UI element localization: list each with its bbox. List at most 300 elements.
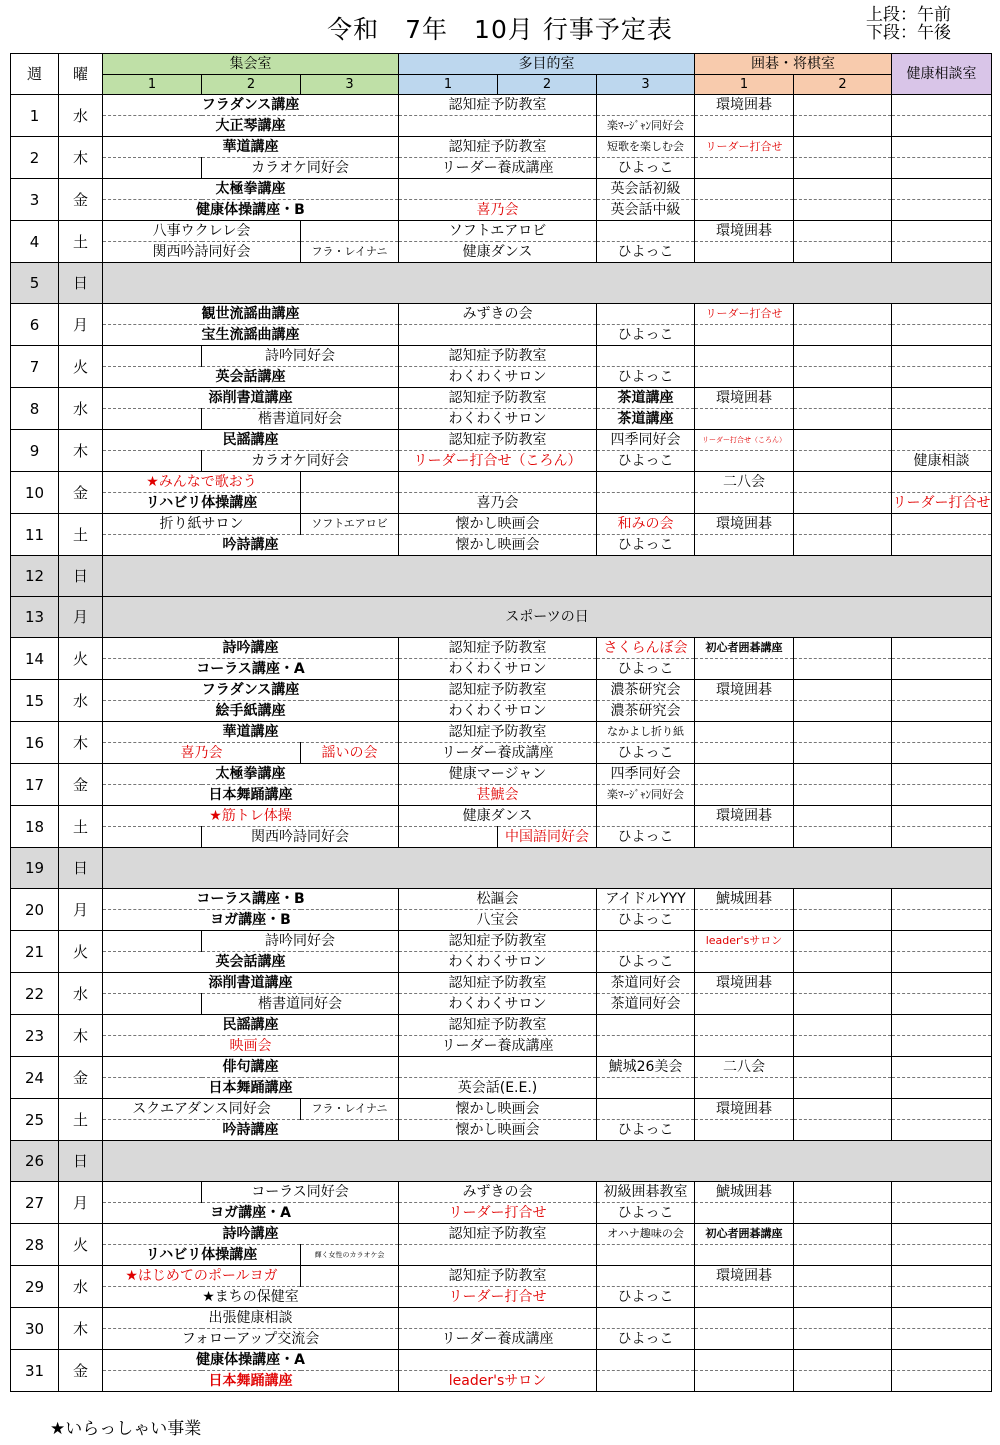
empty-cell [695, 743, 794, 764]
week-number: 25 [11, 1099, 59, 1141]
weekday: 水 [59, 680, 103, 722]
empty-cell [892, 430, 992, 451]
event-cell: 太極拳講座 [103, 764, 399, 785]
empty-cell [892, 1287, 992, 1308]
empty-cell [103, 451, 202, 472]
empty-cell [892, 346, 992, 367]
empty-cell [892, 137, 992, 158]
event-cell: ひよっこ [597, 743, 695, 764]
empty-cell [695, 785, 794, 806]
week-number: 12 [11, 556, 59, 597]
event-cell: 映画会 [103, 1036, 399, 1057]
empty-cell [794, 659, 892, 680]
empty-cell [103, 1182, 202, 1203]
week-number: 5 [11, 263, 59, 304]
empty-cell [794, 200, 892, 221]
holiday-row [103, 848, 992, 889]
weekday: 月 [59, 1182, 103, 1224]
empty-cell [597, 493, 695, 514]
event-cell: 茶道講座 [597, 409, 695, 430]
empty-cell [794, 889, 892, 910]
empty-cell [794, 179, 892, 200]
event-cell: ★はじめてのポールヨガ [103, 1266, 301, 1287]
empty-cell [695, 1078, 794, 1099]
weekday: 土 [59, 1099, 103, 1141]
empty-cell [695, 346, 794, 367]
event-cell: 詩吟同好会 [202, 346, 399, 367]
event-cell: 関西吟詩同好会 [103, 242, 301, 263]
empty-cell [695, 1350, 794, 1371]
event-cell: リーダー養成講座 [399, 158, 597, 179]
empty-cell [892, 409, 992, 430]
event-cell: リーダー養成講座 [399, 1329, 597, 1350]
event-cell: 日本舞踊講座 [103, 785, 399, 806]
empty-cell [794, 388, 892, 409]
event-cell: 初級囲碁教室 [597, 1182, 695, 1203]
holiday-row [103, 556, 992, 597]
event-cell: 鯱城囲碁 [695, 1182, 794, 1203]
empty-cell [794, 1350, 892, 1371]
empty-cell [794, 1099, 892, 1120]
event-cell: リーダー打合せ [892, 493, 992, 514]
event-cell: ヨガ講座・A [103, 1203, 399, 1224]
empty-cell [103, 994, 202, 1015]
event-cell: オハナ趣味の会 [597, 1224, 695, 1245]
event-cell: 日本舞踊講座 [103, 1371, 399, 1392]
event-cell: コーラス同好会 [202, 1182, 399, 1203]
empty-cell [892, 764, 992, 785]
empty-cell [597, 931, 695, 952]
week-number: 30 [11, 1308, 59, 1350]
week-number: 20 [11, 889, 59, 931]
week-number: 24 [11, 1057, 59, 1099]
weekday: 月 [59, 889, 103, 931]
empty-cell [892, 179, 992, 200]
weekday: 土 [59, 806, 103, 848]
event-cell: 認知症予防教室 [399, 95, 597, 116]
empty-cell [794, 1329, 892, 1350]
event-cell: リーダー打合せ [399, 1203, 597, 1224]
empty-cell [892, 910, 992, 931]
empty-cell [695, 764, 794, 785]
empty-cell [794, 827, 892, 848]
empty-cell [399, 325, 597, 346]
weekday: 水 [59, 973, 103, 1015]
empty-cell [399, 1245, 597, 1266]
weekday: 木 [59, 430, 103, 472]
subcol-shukai-2: 2 [202, 75, 301, 95]
empty-cell [597, 806, 695, 827]
event-cell: 環境囲碁 [695, 388, 794, 409]
weekday: 木 [59, 1015, 103, 1057]
event-cell: わくわくサロン [399, 952, 597, 973]
event-cell: 松謳会 [399, 889, 597, 910]
empty-cell [794, 764, 892, 785]
event-cell: 認知症予防教室 [399, 430, 597, 451]
event-cell: リーダー養成講座 [399, 1036, 597, 1057]
empty-cell [892, 1308, 992, 1329]
event-cell: 絵手紙講座 [103, 701, 399, 722]
header-igo: 囲碁・将棋室 [695, 54, 892, 75]
empty-cell [695, 325, 794, 346]
empty-cell [597, 472, 695, 493]
empty-cell [794, 806, 892, 827]
subcol-shukai-3: 3 [301, 75, 399, 95]
event-cell: 謡いの会 [301, 743, 399, 764]
empty-cell [301, 493, 399, 514]
empty-cell [892, 659, 992, 680]
empty-cell [399, 1057, 597, 1078]
empty-cell [892, 1350, 992, 1371]
event-cell: 民謡講座 [103, 1015, 399, 1036]
event-cell: 茶道同好会 [597, 994, 695, 1015]
event-cell: アイドルYYY [597, 889, 695, 910]
event-cell: リハビリ体操講座 [103, 493, 301, 514]
event-cell: 日本舞踊講座 [103, 1078, 399, 1099]
event-cell: わくわくサロン [399, 994, 597, 1015]
event-cell: 初心者囲碁講座 [695, 1224, 794, 1245]
event-cell: 環境囲碁 [695, 514, 794, 535]
event-cell: 環境囲碁 [695, 1099, 794, 1120]
footer-note: ★いらっしゃい事業 [50, 1419, 202, 1439]
event-cell: ひよっこ [597, 659, 695, 680]
event-cell: フラ・レイナニ [301, 242, 399, 263]
empty-cell [794, 409, 892, 430]
event-cell: 吟詩講座 [103, 535, 399, 556]
empty-cell [695, 1287, 794, 1308]
subcol-tamokuteki-1: 1 [399, 75, 498, 95]
empty-cell [794, 158, 892, 179]
empty-cell [597, 1350, 695, 1371]
week-number: 22 [11, 973, 59, 1015]
weekday: 金 [59, 179, 103, 221]
event-cell: ひよっこ [597, 1203, 695, 1224]
week-number: 8 [11, 388, 59, 430]
empty-cell [892, 1036, 992, 1057]
event-cell: リーダー養成講座 [399, 743, 597, 764]
week-number: 4 [11, 221, 59, 263]
event-cell: 楷書道同好会 [202, 409, 399, 430]
event-cell: 甚鯱会 [399, 785, 597, 806]
empty-cell [695, 910, 794, 931]
event-cell: 認知症予防教室 [399, 973, 597, 994]
event-cell: 健康体操講座・A [103, 1350, 399, 1371]
event-cell: ひよっこ [597, 158, 695, 179]
event-cell: 二八会 [695, 472, 794, 493]
week-number: 19 [11, 848, 59, 889]
event-cell: 認知症予防教室 [399, 137, 597, 158]
empty-cell [794, 367, 892, 388]
event-cell: 輝く女性のカラオケ会 [301, 1245, 399, 1266]
week-number: 21 [11, 931, 59, 973]
weekday: 木 [59, 1308, 103, 1350]
week-number: 18 [11, 806, 59, 848]
empty-cell [794, 1015, 892, 1036]
event-cell: 英会話講座 [103, 952, 399, 973]
week-number: 15 [11, 680, 59, 722]
event-cell: 喜乃会 [399, 200, 597, 221]
empty-cell [399, 116, 597, 137]
empty-cell [892, 785, 992, 806]
empty-cell [892, 472, 992, 493]
empty-cell [794, 451, 892, 472]
event-cell: わくわくサロン [399, 701, 597, 722]
week-number: 9 [11, 430, 59, 472]
event-cell: ひよっこ [597, 451, 695, 472]
schedule-table [10, 53, 992, 1392]
empty-cell [695, 952, 794, 973]
empty-cell [794, 1078, 892, 1099]
empty-cell [794, 680, 892, 701]
empty-cell [597, 1036, 695, 1057]
empty-cell [695, 200, 794, 221]
event-cell: リーダー打合せ [695, 304, 794, 325]
event-cell: 八事ウクレレ会 [103, 221, 301, 242]
empty-cell [103, 346, 202, 367]
event-cell: 英会話(E.E.) [399, 1078, 597, 1099]
event-cell: ひよっこ [597, 367, 695, 388]
event-cell: 懐かし映画会 [399, 514, 597, 535]
empty-cell [892, 973, 992, 994]
event-cell: 健康相談 [892, 451, 992, 472]
empty-cell [892, 994, 992, 1015]
event-cell: ソフトエアロビ [301, 514, 399, 535]
event-cell: 濃茶研究会 [597, 680, 695, 701]
empty-cell [892, 1078, 992, 1099]
event-cell: 楷書道同好会 [202, 994, 399, 1015]
event-cell: フォローアップ交流会 [103, 1329, 399, 1350]
empty-cell [892, 116, 992, 137]
event-cell: 観世流謡曲講座 [103, 304, 399, 325]
empty-cell [695, 409, 794, 430]
empty-cell [695, 722, 794, 743]
event-cell: ひよっこ [597, 827, 695, 848]
header-kenko: 健康相談室 [892, 54, 992, 95]
empty-cell [597, 1266, 695, 1287]
event-cell: 喜乃会 [399, 493, 597, 514]
header-week: 週 [11, 54, 59, 95]
weekday: 月 [59, 304, 103, 346]
event-cell: ひよっこ [597, 1287, 695, 1308]
event-cell: 茶道同好会 [597, 973, 695, 994]
empty-cell [892, 221, 992, 242]
empty-cell [794, 743, 892, 764]
week-number: 28 [11, 1224, 59, 1266]
event-cell: 短歌を楽しむ会 [597, 137, 695, 158]
event-cell: 折り紙サロン [103, 514, 301, 535]
week-number: 1 [11, 95, 59, 137]
weekday: 木 [59, 722, 103, 764]
event-cell: リハビリ体操講座 [103, 1245, 301, 1266]
event-cell: 英会話中級 [597, 200, 695, 221]
empty-cell [399, 1308, 597, 1329]
empty-cell [892, 1120, 992, 1141]
event-cell: 詩吟講座 [103, 1224, 399, 1245]
empty-cell [892, 158, 992, 179]
empty-cell [695, 1203, 794, 1224]
weekday: 木 [59, 137, 103, 179]
empty-cell [695, 535, 794, 556]
empty-cell [794, 221, 892, 242]
holiday-row [103, 263, 992, 304]
empty-cell [695, 1371, 794, 1392]
event-cell: 認知症予防教室 [399, 1015, 597, 1036]
event-cell: 鯱城26美会 [597, 1057, 695, 1078]
event-cell: 環境囲碁 [695, 806, 794, 827]
event-cell: フラダンス講座 [103, 680, 399, 701]
event-cell: 添削書道講座 [103, 973, 399, 994]
empty-cell [695, 493, 794, 514]
empty-cell [695, 451, 794, 472]
event-cell: 認知症予防教室 [399, 388, 597, 409]
week-number: 6 [11, 304, 59, 346]
empty-cell [794, 472, 892, 493]
event-cell: ★みんなで歌おう [103, 472, 301, 493]
empty-cell [794, 1266, 892, 1287]
weekday: 土 [59, 221, 103, 263]
empty-cell [695, 1329, 794, 1350]
event-cell: コーラス講座・A [103, 659, 399, 680]
week-number: 14 [11, 638, 59, 680]
weekday: 金 [59, 1057, 103, 1099]
weekday: 火 [59, 931, 103, 973]
event-cell: 鯱城囲碁 [695, 889, 794, 910]
empty-cell [892, 638, 992, 659]
empty-cell [892, 701, 992, 722]
event-cell: ★筋トレ体操 [103, 806, 399, 827]
header-tamokuteki: 多目的室 [399, 54, 695, 75]
event-cell: ひよっこ [597, 952, 695, 973]
empty-cell [597, 1371, 695, 1392]
empty-cell [794, 910, 892, 931]
empty-cell [892, 743, 992, 764]
event-cell: スクエアダンス同好会 [103, 1099, 301, 1120]
empty-cell [794, 346, 892, 367]
event-cell: 喜乃会 [103, 743, 301, 764]
empty-cell [597, 1099, 695, 1120]
event-cell: ひよっこ [597, 325, 695, 346]
empty-cell [695, 179, 794, 200]
subcol-igo-1: 1 [695, 75, 794, 95]
week-number: 31 [11, 1350, 59, 1392]
event-cell: 四季同好会 [597, 764, 695, 785]
event-cell: 民謡講座 [103, 430, 399, 451]
empty-cell [794, 638, 892, 659]
subcol-igo-2: 2 [794, 75, 892, 95]
empty-cell [892, 95, 992, 116]
empty-cell [892, 1224, 992, 1245]
event-cell: 健康体操講座・B [103, 200, 399, 221]
empty-cell [794, 535, 892, 556]
event-cell: 英会話講座 [103, 367, 399, 388]
empty-cell [892, 514, 992, 535]
event-cell: 大正琴講座 [103, 116, 399, 137]
event-cell: 楽ﾏｰｼﾞｬﾝ同好会 [597, 785, 695, 806]
empty-cell [695, 1245, 794, 1266]
empty-cell [794, 1203, 892, 1224]
empty-cell [794, 1057, 892, 1078]
event-cell: 懐かし映画会 [399, 535, 597, 556]
empty-cell [892, 806, 992, 827]
empty-cell [695, 827, 794, 848]
event-cell: 吟詩講座 [103, 1120, 399, 1141]
empty-cell [892, 1371, 992, 1392]
empty-cell [892, 1057, 992, 1078]
event-cell: 初心者囲碁講座 [695, 638, 794, 659]
empty-cell [892, 1329, 992, 1350]
event-cell: 認知症予防教室 [399, 1266, 597, 1287]
event-cell: 健康マージャン [399, 764, 597, 785]
empty-cell [399, 1350, 597, 1371]
event-cell: リーダー打合せ [399, 1287, 597, 1308]
empty-cell [794, 785, 892, 806]
event-cell: 二八会 [695, 1057, 794, 1078]
weekday: 水 [59, 388, 103, 430]
event-cell: ひよっこ [597, 1329, 695, 1350]
event-cell: ひよっこ [597, 910, 695, 931]
event-cell: 関西吟詩同好会 [202, 827, 399, 848]
event-cell: リーダー打合せ [695, 137, 794, 158]
event-cell: 認知症予防教室 [399, 722, 597, 743]
event-cell: 認知症予防教室 [399, 1224, 597, 1245]
empty-cell [892, 388, 992, 409]
weekday: 日 [59, 263, 103, 304]
event-cell: ヨガ講座・B [103, 910, 399, 931]
event-cell: 認知症予防教室 [399, 931, 597, 952]
event-cell: ひよっこ [597, 1120, 695, 1141]
empty-cell [892, 952, 992, 973]
empty-cell [301, 472, 399, 493]
weekday: 火 [59, 1224, 103, 1266]
empty-cell [794, 1182, 892, 1203]
empty-cell [794, 701, 892, 722]
empty-cell [695, 242, 794, 263]
empty-cell [597, 346, 695, 367]
empty-cell [695, 994, 794, 1015]
weekday: 金 [59, 1350, 103, 1392]
event-cell: leader'sサロン [695, 931, 794, 952]
empty-cell [103, 409, 202, 430]
empty-cell [695, 701, 794, 722]
empty-cell [794, 973, 892, 994]
legend-pm: 下段：午後 [866, 23, 951, 43]
empty-cell [794, 493, 892, 514]
empty-cell [892, 1015, 992, 1036]
empty-cell [695, 659, 794, 680]
event-cell: 認知症予防教室 [399, 638, 597, 659]
event-cell: 四季同好会 [597, 430, 695, 451]
weekday: 水 [59, 1266, 103, 1308]
empty-cell [597, 1078, 695, 1099]
empty-cell [597, 1308, 695, 1329]
weekday: 日 [59, 1141, 103, 1182]
week-number: 26 [11, 1141, 59, 1182]
empty-cell [399, 179, 597, 200]
event-cell: リーダー打合せ（ころん） [695, 430, 794, 451]
event-cell: 環境囲碁 [695, 973, 794, 994]
empty-cell [794, 137, 892, 158]
empty-cell [892, 680, 992, 701]
empty-cell [301, 221, 399, 242]
empty-cell [794, 1120, 892, 1141]
empty-cell [103, 931, 202, 952]
holiday-row [103, 1141, 992, 1182]
empty-cell [597, 1015, 695, 1036]
week-number: 13 [11, 597, 59, 638]
weekday: 火 [59, 346, 103, 388]
week-number: 11 [11, 514, 59, 556]
event-cell: 詩吟同好会 [202, 931, 399, 952]
